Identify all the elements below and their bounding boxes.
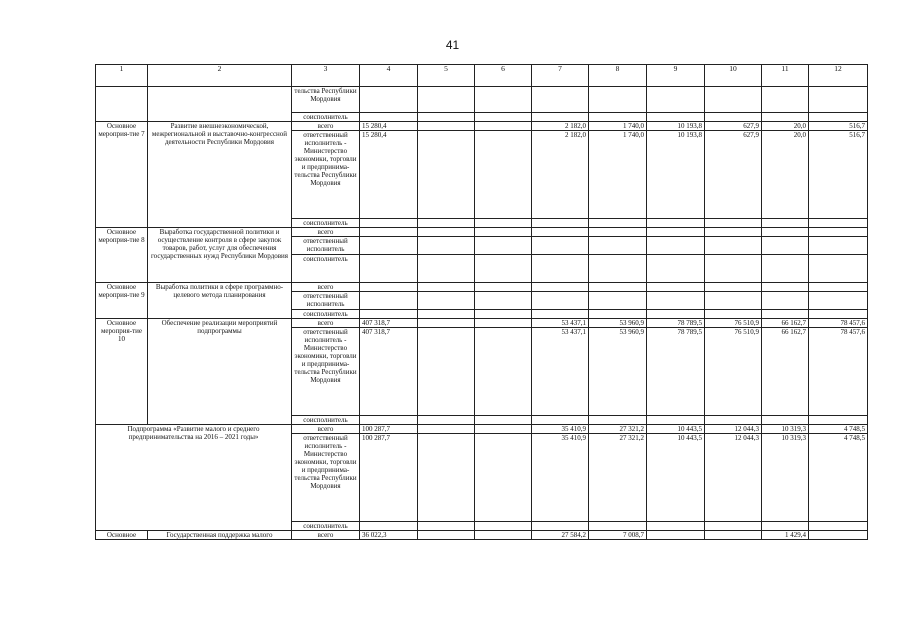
value-cell: 53 960,9 bbox=[589, 319, 647, 328]
value-cell: 2 182,0 bbox=[532, 122, 589, 131]
empty-cell bbox=[96, 87, 148, 122]
value-cell bbox=[705, 531, 762, 540]
measure-name: Выработка государственной политики и осуществление контроля в сфере закупок товаров, работ, услуг для обеспечения государственных нужд Республики Мордовия bbox=[148, 228, 292, 283]
table-row bbox=[96, 425, 868, 434]
header-cell: 11 bbox=[762, 65, 809, 87]
value-cell: 627,9 bbox=[705, 131, 762, 219]
executor-cell: соисполнитель bbox=[292, 522, 360, 531]
value-cell: 76 510,9 bbox=[705, 319, 762, 328]
value-cell: 27 321,2 bbox=[589, 434, 647, 522]
header-cell: 10 bbox=[705, 65, 762, 87]
value-cell: 10 193,8 bbox=[647, 122, 705, 131]
value-cell: 53 437,1 bbox=[532, 319, 589, 328]
value-cell: 627,9 bbox=[705, 122, 762, 131]
value-cell: 53 437,1 bbox=[532, 328, 589, 416]
value-cell bbox=[475, 319, 532, 328]
value-cell bbox=[809, 531, 868, 540]
header-cell: 5 bbox=[418, 65, 475, 87]
page-number: 41 bbox=[445, 38, 460, 52]
table-row bbox=[96, 87, 868, 113]
measure-name: Выработка политики в сфере программно-целевого метода планирования bbox=[148, 283, 292, 319]
value-cell: 407 318,7 bbox=[360, 328, 418, 416]
header-cell: 1 bbox=[96, 65, 148, 87]
header-cell: 9 bbox=[647, 65, 705, 87]
value-cell: 1 740,0 bbox=[589, 131, 647, 219]
budget-table bbox=[95, 64, 868, 540]
value-cell: 36 022,3 bbox=[360, 531, 418, 540]
table-row bbox=[96, 531, 868, 540]
value-cell: 78 457,6 bbox=[809, 328, 868, 416]
header-cell: 8 bbox=[589, 65, 647, 87]
value-cell: 1 429,4 bbox=[762, 531, 809, 540]
table-row bbox=[96, 228, 868, 237]
measure-name: Развитие внешнеэкономической, межрегиональной и выставочно-конгрессной деятельности Республики Мордовия bbox=[148, 122, 292, 228]
executor-cell: соисполнитель bbox=[292, 310, 360, 319]
value-cell: 10 443,5 bbox=[647, 434, 705, 522]
measure-label: Основное мероприя-тие 7 bbox=[96, 122, 148, 228]
value-cell bbox=[418, 328, 475, 416]
header-cell: 4 bbox=[360, 65, 418, 87]
value-cell: 35 410,9 bbox=[532, 434, 589, 522]
executor-cell: всего bbox=[292, 425, 360, 434]
value-cell: 53 960,9 bbox=[589, 328, 647, 416]
value-cell: 27 584,2 bbox=[532, 531, 589, 540]
value-cell: 66 162,7 bbox=[762, 319, 809, 328]
executor-cell: ответственный исполнитель - Министерство экономики, торговли и предпринима-тельства Республики Мордовия bbox=[292, 328, 360, 416]
table-row bbox=[96, 319, 868, 328]
table-body bbox=[96, 65, 868, 540]
value-cell bbox=[475, 122, 532, 131]
value-cell: 12 044,3 bbox=[705, 434, 762, 522]
value-cell bbox=[418, 131, 475, 219]
executor-cell: соисполнитель bbox=[292, 416, 360, 425]
header-cell: 6 bbox=[475, 65, 532, 87]
value-cell bbox=[418, 434, 475, 522]
header-cell: 2 bbox=[148, 65, 292, 87]
value-cell: 10 443,5 bbox=[647, 425, 705, 434]
value-cell: 78 457,6 bbox=[809, 319, 868, 328]
executor-cell: ответственный исполнитель - Министерство экономики, торговли и предпринима-тельства Республики Мордовия bbox=[292, 434, 360, 522]
table-row bbox=[96, 122, 868, 131]
table-row bbox=[96, 283, 868, 292]
executor-cell: соисполнитель bbox=[292, 219, 360, 228]
empty-cell bbox=[148, 87, 292, 122]
value-cell bbox=[418, 122, 475, 131]
value-cell: 2 182,0 bbox=[532, 131, 589, 219]
value-cell: 10 319,3 bbox=[762, 425, 809, 434]
value-cell bbox=[475, 531, 532, 540]
value-cell: 7 008,7 bbox=[589, 531, 647, 540]
value-cell: 4 748,5 bbox=[809, 434, 868, 522]
executor-cell: всего bbox=[292, 319, 360, 328]
value-cell: 4 748,5 bbox=[809, 425, 868, 434]
measure-name: Обеспечение реализации мероприятий подпрограммы bbox=[148, 319, 292, 425]
executor-cell: соисполнитель bbox=[292, 113, 360, 122]
value-cell: 15 280,4 bbox=[360, 131, 418, 219]
value-cell: 516,7 bbox=[809, 131, 868, 219]
executor-cell: ответственный исполнитель bbox=[292, 237, 360, 255]
value-cell: 66 162,7 bbox=[762, 328, 809, 416]
value-cell: 10 193,8 bbox=[647, 131, 705, 219]
value-cell bbox=[475, 425, 532, 434]
executor-cell: всего bbox=[292, 283, 360, 292]
subprogram-name: Подпрограмма «Развитие малого и среднего предпринимательства на 2016 – 2021 годы» bbox=[96, 425, 292, 531]
value-cell: 76 510,9 bbox=[705, 328, 762, 416]
value-cell: 78 789,5 bbox=[647, 319, 705, 328]
value-cell: 100 287,7 bbox=[360, 434, 418, 522]
measure-name: Государственная поддержка малого bbox=[148, 531, 292, 540]
measure-label: Основное мероприя-тие 10 bbox=[96, 319, 148, 425]
value-cell bbox=[475, 131, 532, 219]
value-cell bbox=[418, 319, 475, 328]
value-cell bbox=[475, 434, 532, 522]
executor-cell: всего bbox=[292, 122, 360, 131]
value-cell bbox=[647, 531, 705, 540]
value-cell: 15 280,4 bbox=[360, 122, 418, 131]
value-cell: 20,0 bbox=[762, 122, 809, 131]
header-row bbox=[96, 65, 868, 87]
value-cell: 12 044,3 bbox=[705, 425, 762, 434]
value-cell bbox=[418, 425, 475, 434]
measure-label: Основное мероприя-тие 8 bbox=[96, 228, 148, 283]
measure-label: Основное bbox=[96, 531, 148, 540]
value-cell: 100 287,7 bbox=[360, 425, 418, 434]
executor-cell: тельства Республики Мордовия bbox=[292, 87, 360, 113]
header-cell: 3 bbox=[292, 65, 360, 87]
value-cell: 78 789,5 bbox=[647, 328, 705, 416]
value-cell bbox=[418, 531, 475, 540]
header-cell: 7 bbox=[532, 65, 589, 87]
value-cell bbox=[475, 328, 532, 416]
header-cell: 12 bbox=[809, 65, 868, 87]
value-cell: 27 321,2 bbox=[589, 425, 647, 434]
value-cell: 1 740,0 bbox=[589, 122, 647, 131]
executor-cell: соисполнитель bbox=[292, 255, 360, 283]
value-cell: 10 319,3 bbox=[762, 434, 809, 522]
value-cell: 407 318,7 bbox=[360, 319, 418, 328]
measure-label: Основное мероприя-тие 9 bbox=[96, 283, 148, 319]
executor-cell: ответственный исполнитель - Министерство экономики, торговли и предпринима-тельства Республики Мордовия bbox=[292, 131, 360, 219]
value-cell: 35 410,9 bbox=[532, 425, 589, 434]
value-cell: 516,7 bbox=[809, 122, 868, 131]
executor-cell: всего bbox=[292, 228, 360, 237]
value-cell: 20,0 bbox=[762, 131, 809, 219]
executor-cell: всего bbox=[292, 531, 360, 540]
executor-cell: ответственный исполнитель bbox=[292, 292, 360, 310]
